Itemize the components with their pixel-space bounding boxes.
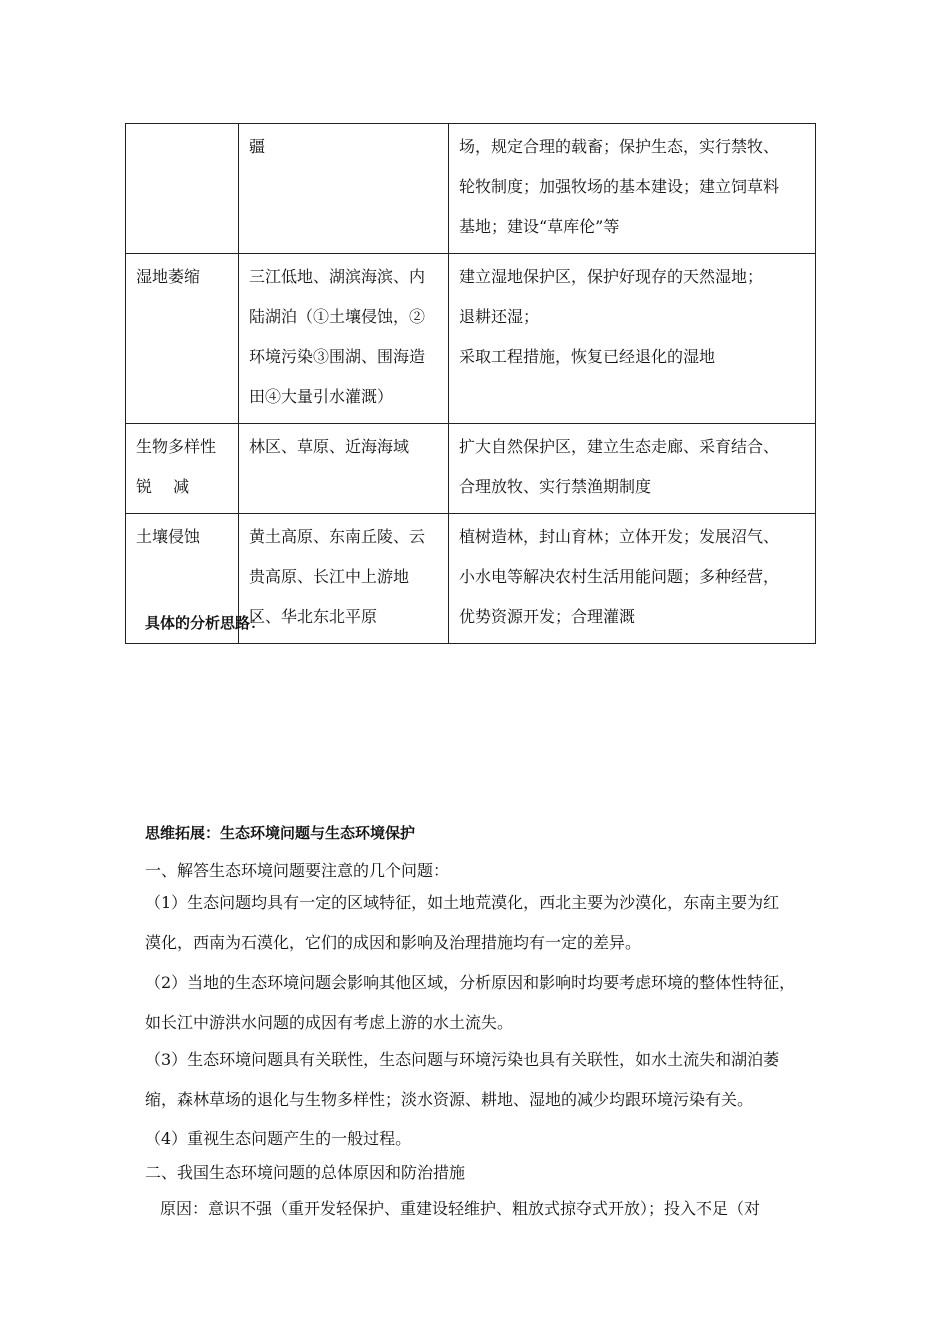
problem-cell [126, 124, 239, 254]
region-cell: 三江低地、湖滨海滨、内 陆湖泊（①土壤侵蚀，② 环境污染③围湖、围海造 田④大量引水灌溉） [239, 254, 449, 424]
item-4: （4）重视生态问题产生的一般过程。 [145, 1129, 412, 1148]
eco-problem-table [125, 123, 816, 644]
item-3: （3）生态环境问题具有关联性，生态问题与环境污染也具有关联性，如水土流失和湖泊萎 缩，森林草场的退化与生物多样性；淡水资源、耕地、湿地的减少均跟环境污染有关。 [145, 1050, 780, 1109]
region-cell: 黄土高原、东南丘陵、云 贵高原、长江中上游地 区、华北东北平原 [239, 514, 449, 644]
item-2: （2）当地的生态环境问题会影响其他区域，分析原因和影响时均要考虑环境的整体性特征， 如长江中游洪水问题的成因有考虑上游的水土流失。 [145, 973, 796, 1032]
problem-cell: 土壤侵蚀 [126, 514, 239, 644]
table-row [126, 124, 816, 254]
measures-cell: 建立湿地保护区，保护好现存的天然湿地； 退耕还湿； 采取工程措施，恢复已经退化的湿地 [449, 254, 816, 424]
problem-cell: 生物多样性 锐 减 [126, 424, 239, 514]
section2-title: 二、我国生态环境问题的总体原因和防治措施 [145, 1163, 466, 1182]
reason-line: 原因：意识不强（重开发轻保护、重建设轻维护、粗放式掠夺式开放）；投入不足（对 [160, 1199, 761, 1218]
measures-cell: 植树造林，封山育林；立体开发；发展沼气、 小水电等解决农村生活用能问题；多种经营， 优势资源开发；合理灌溉 [449, 514, 816, 644]
measures-cell: 场，规定合理的载畜；保护生态，实行禁牧、 轮牧制度；加强牧场的基本建设；建立饲草料 基地；建设“草库伦”等 [449, 124, 816, 254]
table-row [126, 254, 816, 424]
extension-heading: 思维拓展：生态环境问题与生态环境保护 [145, 824, 416, 842]
item-1: （1）生态问题均具有一定的区域特征，如土地荒漠化，西北主要为沙漠化，东南主要为红 漠化，西南为石漠化，它们的成因和影响及治理措施均有一定的差异。 [145, 893, 780, 952]
measures-cell: 扩大自然保护区，建立生态走廊、采育结合、 合理放牧、实行禁渔期制度 [449, 424, 816, 514]
region-cell: 林区、草原、近海海域 [239, 424, 449, 514]
table-row [126, 424, 816, 514]
analysis-heading: 具体的分析思路： [145, 614, 266, 632]
region-cell: 疆 [239, 124, 449, 254]
section1-title: 一、解答生态环境问题要注意的几个问题： [145, 861, 450, 880]
problem-cell: 湿地萎缩 [126, 254, 239, 424]
